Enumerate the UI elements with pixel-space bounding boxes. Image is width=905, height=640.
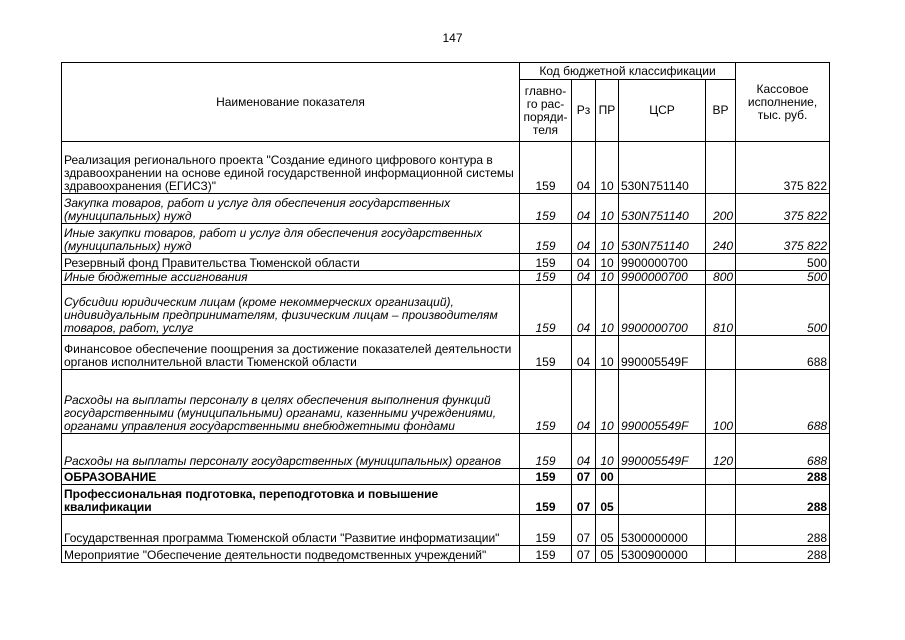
header-rz: Рз — [572, 80, 596, 142]
row-vr — [706, 515, 736, 546]
table-row — [62, 336, 830, 370]
row-csr — [619, 469, 706, 485]
row-name: Расходы на выплаты персоналу в целях обеспечения выполнения функций государственными (муниципальными) органами, казенными учреждениями, органами управления государственными внебюджетными фондами — [62, 370, 520, 434]
row-vr — [706, 336, 736, 370]
row-amount: 688 — [736, 370, 830, 434]
row-gr: 159 — [520, 271, 572, 285]
table-row — [62, 515, 830, 546]
table-row — [62, 224, 830, 254]
row-name: Расходы на выплаты персоналу государственных (муниципальных) органов — [62, 434, 520, 469]
row-pr: 10 — [596, 271, 619, 285]
table-row — [62, 370, 830, 434]
row-csr: 5300000000 — [619, 515, 706, 546]
row-pr: 10 — [596, 224, 619, 254]
row-pr: 10 — [596, 254, 619, 271]
row-name: Реализация регионального проекта "Создание единого цифрового контура в здравоохранении на основе единой государственной информационной системы здравоохранения (ЕГИСЗ)" — [62, 142, 520, 194]
row-pr: 10 — [596, 194, 619, 224]
row-amount: 375 822 — [736, 142, 830, 194]
row-amount: 375 822 — [736, 224, 830, 254]
header-gr: главно-го рас-поряди-теля — [520, 80, 572, 142]
header-amount: Кассовое исполнение, тыс. руб. — [736, 63, 830, 142]
header-code-group: Код бюджетной классификации — [520, 63, 736, 80]
table-row — [62, 254, 830, 271]
row-vr — [706, 142, 736, 194]
row-vr — [706, 485, 736, 515]
row-csr: 530N751140 — [619, 224, 706, 254]
row-pr: 00 — [596, 469, 619, 485]
header-csr: ЦСР — [619, 80, 706, 142]
table-row — [62, 546, 830, 563]
row-gr: 159 — [520, 515, 572, 546]
row-csr: 990005549F — [619, 336, 706, 370]
row-gr: 159 — [520, 142, 572, 194]
row-name: Мероприятие "Обеспечение деятельности подведомственных учреждений" — [62, 546, 520, 563]
row-name: Финансовое обеспечение поощрения за достижение показателей деятельности органов исполнительной власти Тюменской области — [62, 336, 520, 370]
row-rz: 04 — [572, 434, 596, 469]
row-vr: 240 — [706, 224, 736, 254]
row-amount: 288 — [736, 485, 830, 515]
row-name: ОБРАЗОВАНИЕ — [62, 469, 520, 485]
row-vr — [706, 469, 736, 485]
page-number: 147 — [442, 31, 463, 45]
row-gr: 159 — [520, 546, 572, 563]
header-pr: ПР — [596, 80, 619, 142]
row-rz: 04 — [572, 370, 596, 434]
table-row — [62, 469, 830, 485]
row-amount: 375 822 — [736, 194, 830, 224]
row-name: Резервный фонд Правительства Тюменской области — [62, 254, 520, 271]
row-name: Иные закупки товаров, работ и услуг для обеспечения государственных (муниципальных) нужд — [62, 224, 520, 254]
row-gr: 159 — [520, 485, 572, 515]
row-vr: 810 — [706, 285, 736, 336]
row-pr: 10 — [596, 142, 619, 194]
row-csr: 530N751140 — [619, 142, 706, 194]
row-rz: 04 — [572, 142, 596, 194]
row-vr: 120 — [706, 434, 736, 469]
row-amount: 500 — [736, 254, 830, 271]
row-gr: 159 — [520, 254, 572, 271]
row-pr: 10 — [596, 285, 619, 336]
row-rz: 04 — [572, 254, 596, 271]
row-amount: 688 — [736, 434, 830, 469]
row-name: Профессиональная подготовка, переподготовка и повышение квалификации — [62, 485, 520, 515]
table-row — [62, 194, 830, 224]
row-name: Закупка товаров, работ и услуг для обеспечения государственных (муниципальных) нужд — [62, 194, 520, 224]
row-csr: 9900000700 — [619, 254, 706, 271]
row-rz: 07 — [572, 485, 596, 515]
row-gr: 159 — [520, 469, 572, 485]
row-pr: 05 — [596, 485, 619, 515]
table-row — [62, 434, 830, 469]
row-csr — [619, 485, 706, 515]
table-header — [62, 63, 830, 142]
row-rz: 07 — [572, 469, 596, 485]
row-pr: 05 — [596, 515, 619, 546]
budget-table — [61, 62, 830, 563]
row-pr: 10 — [596, 370, 619, 434]
row-rz: 04 — [572, 336, 596, 370]
row-rz: 04 — [572, 224, 596, 254]
table-row — [62, 485, 830, 515]
row-csr: 9900000700 — [619, 285, 706, 336]
row-amount: 500 — [736, 285, 830, 336]
header-name: Наименование показателя — [62, 63, 520, 142]
row-gr: 159 — [520, 194, 572, 224]
row-rz: 04 — [572, 285, 596, 336]
row-gr: 159 — [520, 224, 572, 254]
row-pr: 10 — [596, 336, 619, 370]
row-pr: 10 — [596, 434, 619, 469]
row-gr: 159 — [520, 370, 572, 434]
row-vr: 100 — [706, 370, 736, 434]
row-amount: 688 — [736, 336, 830, 370]
row-vr — [706, 546, 736, 563]
row-csr: 5300900000 — [619, 546, 706, 563]
row-amount: 288 — [736, 546, 830, 563]
row-amount: 500 — [736, 271, 830, 285]
row-gr: 159 — [520, 434, 572, 469]
row-rz: 07 — [572, 515, 596, 546]
header-vr: ВР — [706, 80, 736, 142]
row-name: Иные бюджетные ассигнования — [62, 271, 520, 285]
row-gr: 159 — [520, 336, 572, 370]
row-rz: 07 — [572, 546, 596, 563]
row-csr: 990005549F — [619, 434, 706, 469]
row-csr: 990005549F — [619, 370, 706, 434]
row-amount: 288 — [736, 515, 830, 546]
row-amount: 288 — [736, 469, 830, 485]
table-body — [62, 142, 830, 563]
row-rz: 04 — [572, 194, 596, 224]
row-gr: 159 — [520, 285, 572, 336]
row-vr — [706, 254, 736, 271]
table-row — [62, 271, 830, 285]
row-csr: 9900000700 — [619, 271, 706, 285]
row-name: Субсидии юридическим лицам (кроме некоммерческих организаций), индивидуальным предпринимателям, физическим лицам – производителям товаров, работ, услуг — [62, 285, 520, 336]
row-vr: 200 — [706, 194, 736, 224]
row-csr: 530N751140 — [619, 194, 706, 224]
table-row — [62, 285, 830, 336]
row-vr: 800 — [706, 271, 736, 285]
row-pr: 05 — [596, 546, 619, 563]
row-rz: 04 — [572, 271, 596, 285]
row-name: Государственная программа Тюменской области "Развитие информатизации" — [62, 515, 520, 546]
table-row — [62, 142, 830, 194]
